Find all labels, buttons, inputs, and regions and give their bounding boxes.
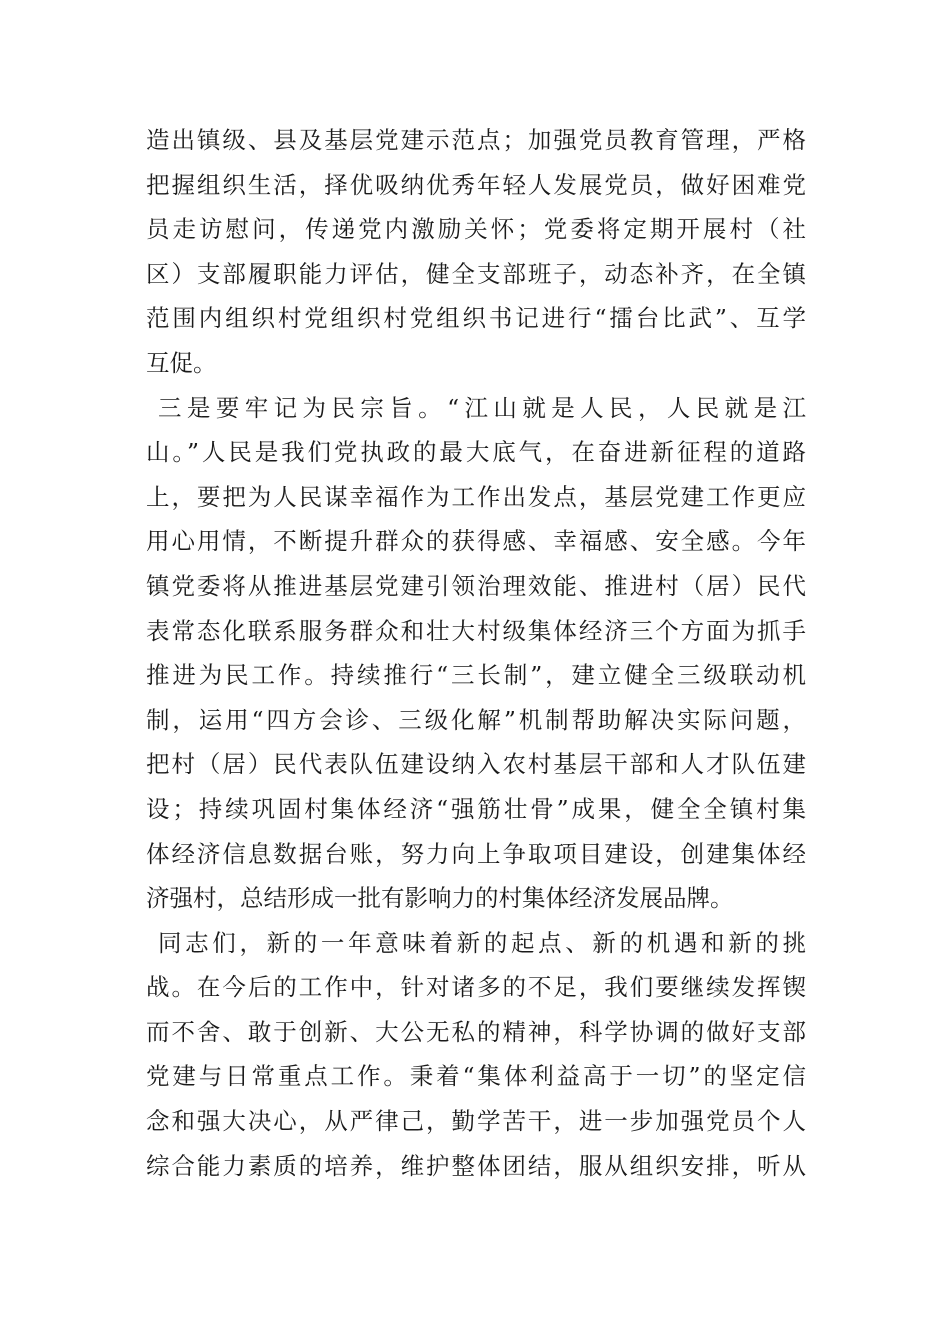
text-line: 推进为民工作。持续推行“三长制”，建立健全三级联动机 bbox=[146, 661, 806, 690]
text-line: 上，要把为人民谋幸福作为工作出发点，基层党建工作更应 bbox=[146, 482, 806, 511]
text-line: 体经济信息数据台账，努力向上争取项目建设，创建集体经 bbox=[146, 839, 806, 868]
text-line: 同志们，新的一年意味着新的起点、新的机遇和新的挑 bbox=[158, 928, 806, 957]
text-line: 把握组织生活，择优吸纳优秀年轻人发展党员，做好困难党 bbox=[146, 170, 806, 199]
text-line: 战。在今后的工作中，针对诸多的不足，我们要继续发挥锲 bbox=[146, 973, 806, 1002]
text-line: 表常态化联系服务群众和壮大村级集体经济三个方面为抓手 bbox=[146, 616, 806, 645]
text-line: 区）支部履职能力评估，健全支部班子，动态补齐，在全镇 bbox=[146, 259, 806, 288]
body-text bbox=[146, 118, 806, 1188]
text-line: 三是要牢记为民宗旨。“江山就是人民，人民就是江 bbox=[158, 393, 806, 422]
text-line: 制，运用“四方会诊、三级化解”机制帮助解决实际问题， bbox=[146, 705, 806, 734]
text-line: 把村（居）民代表队伍建设纳入农村基层干部和人才队伍建 bbox=[146, 750, 806, 779]
text-line: 综合能力素质的培养，维护整体团结，服从组织安排，听从 bbox=[146, 1151, 806, 1180]
text-line: 山。”人民是我们党执政的最大底气，在奋进新征程的道路 bbox=[146, 438, 806, 467]
text-line: 范围内组织村党组织村党组织书记进行“擂台比武”、互学 bbox=[146, 304, 806, 333]
text-line: 员走访慰问，传递党内激励关怀；党委将定期开展村（社 bbox=[146, 215, 806, 244]
text-line: 济强村，总结形成一批有影响力的村集体经济发展品牌。 bbox=[146, 884, 734, 913]
text-line: 镇党委将从推进基层党建引领治理效能、推进村（居）民代 bbox=[146, 571, 806, 600]
text-line: 互促。 bbox=[146, 348, 217, 377]
text-line: 用心用情，不断提升群众的获得感、幸福感、安全感。今年 bbox=[146, 527, 806, 556]
text-line: 设；持续巩固村集体经济“强筋壮骨”成果，健全全镇村集 bbox=[146, 794, 806, 823]
text-line: 而不舍、敢于创新、大公无私的精神，科学协调的做好支部 bbox=[146, 1017, 806, 1046]
text-line: 念和强大决心，从严律己，勤学苦干，进一步加强党员个人 bbox=[146, 1107, 806, 1136]
text-line: 党建与日常重点工作。秉着“集体利益高于一切”的坚定信 bbox=[146, 1062, 806, 1091]
text-line: 造出镇级、县及基层党建示范点；加强党员教育管理，严格 bbox=[146, 126, 806, 154]
